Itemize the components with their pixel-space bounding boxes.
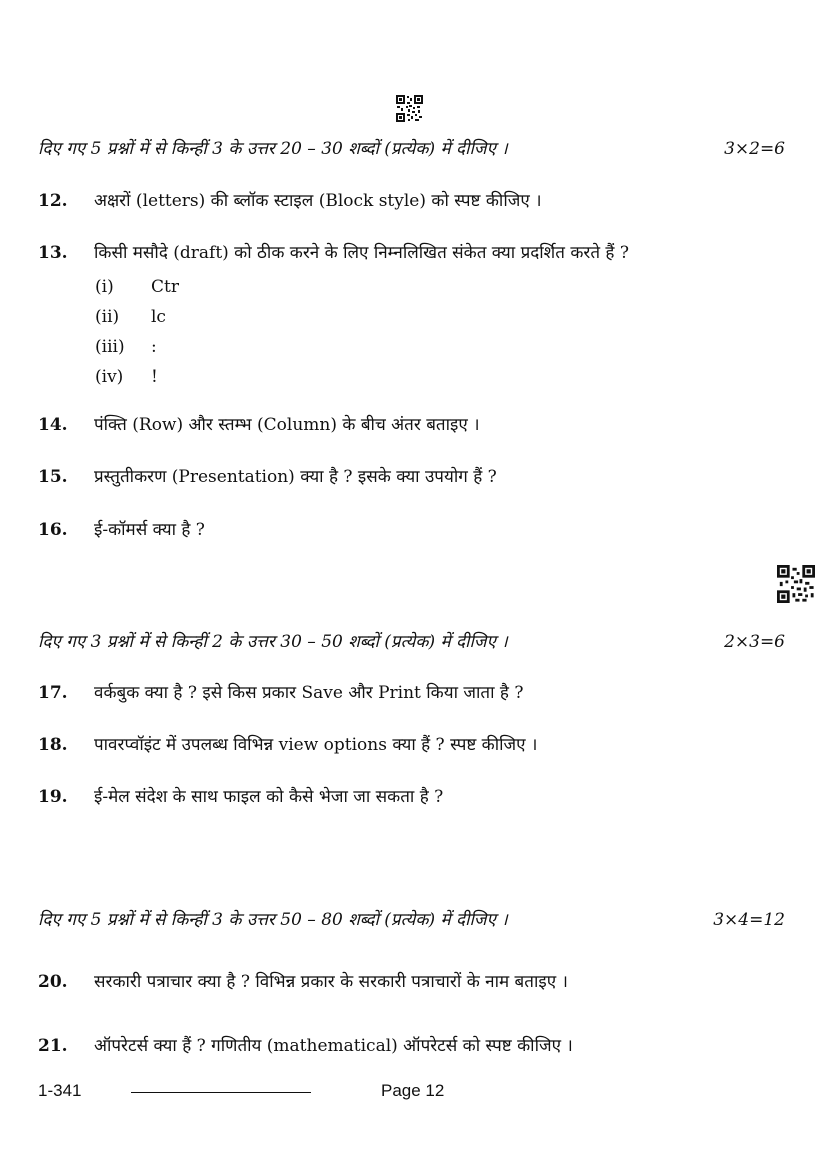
- question-number: 18.: [38, 735, 68, 755]
- page-number: Page 12: [381, 1081, 445, 1100]
- question-15: [38, 465, 787, 489]
- instruction-text: दिए गए 5 प्रश्नों में से किन्हीं 3 के उत्तर 20 – 30 शब्दों (प्रत्येक) में दीजिए ।: [38, 139, 508, 159]
- question-text: पावरप्वॉइंट में उपलब्ध विभिन्न view options क्या हैं ? स्पष्ट कीजिए ।: [94, 735, 538, 755]
- option-text: :: [151, 337, 157, 357]
- marks-allocation: 2×3=6: [724, 632, 785, 652]
- question-number: 12.: [38, 191, 68, 211]
- question-19: [38, 785, 787, 809]
- option-label: (ii): [95, 307, 120, 327]
- section-1-instruction: [38, 138, 785, 160]
- question-number: 14.: [38, 415, 68, 435]
- question-13: [38, 241, 787, 265]
- section-2-instruction: [38, 631, 785, 653]
- option-iv: [95, 365, 158, 389]
- option-text: Ctr: [151, 277, 179, 297]
- question-text: पंक्ति (Row) और स्तम्भ (Column) के बीच अंतर बताइए ।: [94, 415, 480, 435]
- question-12: [38, 189, 787, 213]
- question-18: [38, 733, 787, 757]
- paper-code: 1-341: [38, 1081, 82, 1100]
- footer-divider: [131, 1092, 311, 1093]
- section-3-instruction: [38, 909, 785, 931]
- question-number: 16.: [38, 520, 68, 540]
- marks-allocation: 3×2=6: [724, 139, 785, 159]
- question-17: [38, 681, 787, 705]
- instruction-text: दिए गए 3 प्रश्नों में से किन्हीं 2 के उत्तर 30 – 50 शब्दों (प्रत्येक) में दीजिए ।: [38, 632, 508, 652]
- option-iii: [95, 335, 157, 359]
- question-text: ई-कॉमर्स क्या है ?: [94, 520, 205, 540]
- question-text: किसी मसौदे (draft) को ठीक करने के लिए निम्नलिखित संकेत क्या प्रदर्शित करते हैं ?: [94, 243, 629, 263]
- option-ii: [95, 305, 166, 329]
- question-number: 20.: [38, 972, 68, 992]
- option-label: (iii): [95, 337, 125, 357]
- instruction-text: दिए गए 5 प्रश्नों में से किन्हीं 3 के उत्तर 50 – 80 शब्दों (प्रत्येक) में दीजिए ।: [38, 910, 508, 930]
- question-number: 19.: [38, 787, 68, 807]
- question-14: [38, 413, 787, 437]
- question-text: वर्कबुक क्या है ? इसे किस प्रकार Save और Print किया जाता है ?: [94, 683, 524, 703]
- option-i: [95, 275, 179, 299]
- question-number: 13.: [38, 243, 68, 263]
- question-21: [38, 1034, 787, 1058]
- question-number: 17.: [38, 683, 68, 703]
- option-text: lc: [151, 307, 166, 327]
- question-number: 21.: [38, 1036, 68, 1056]
- qr-code-top: [396, 95, 423, 122]
- question-text: ई-मेल संदेश के साथ फाइल को कैसे भेजा जा सकता है ?: [94, 787, 444, 807]
- question-16: [38, 518, 787, 542]
- marks-allocation: 3×4=12: [713, 910, 785, 930]
- question-20: [38, 970, 787, 994]
- question-number: 15.: [38, 467, 68, 487]
- question-text: प्रस्तुतीकरण (Presentation) क्या है ? इसके क्या उपयोग हैं ?: [94, 467, 497, 487]
- question-text: अक्षरों (letters) की ब्लॉक स्टाइल (Block style) को स्पष्ट कीजिए ।: [94, 191, 542, 211]
- option-text: !: [151, 367, 158, 387]
- option-label: (i): [95, 277, 114, 297]
- question-text: सरकारी पत्राचार क्या है ? विभिन्न प्रकार के सरकारी पत्राचारों के नाम बताइए ।: [94, 972, 568, 992]
- question-text: ऑपरेटर्स क्या हैं ? गणितीय (mathematical) ऑपरेटर्स को स्पष्ट कीजिए ।: [94, 1036, 573, 1056]
- qr-code-side: [777, 565, 815, 603]
- option-label: (iv): [95, 367, 124, 387]
